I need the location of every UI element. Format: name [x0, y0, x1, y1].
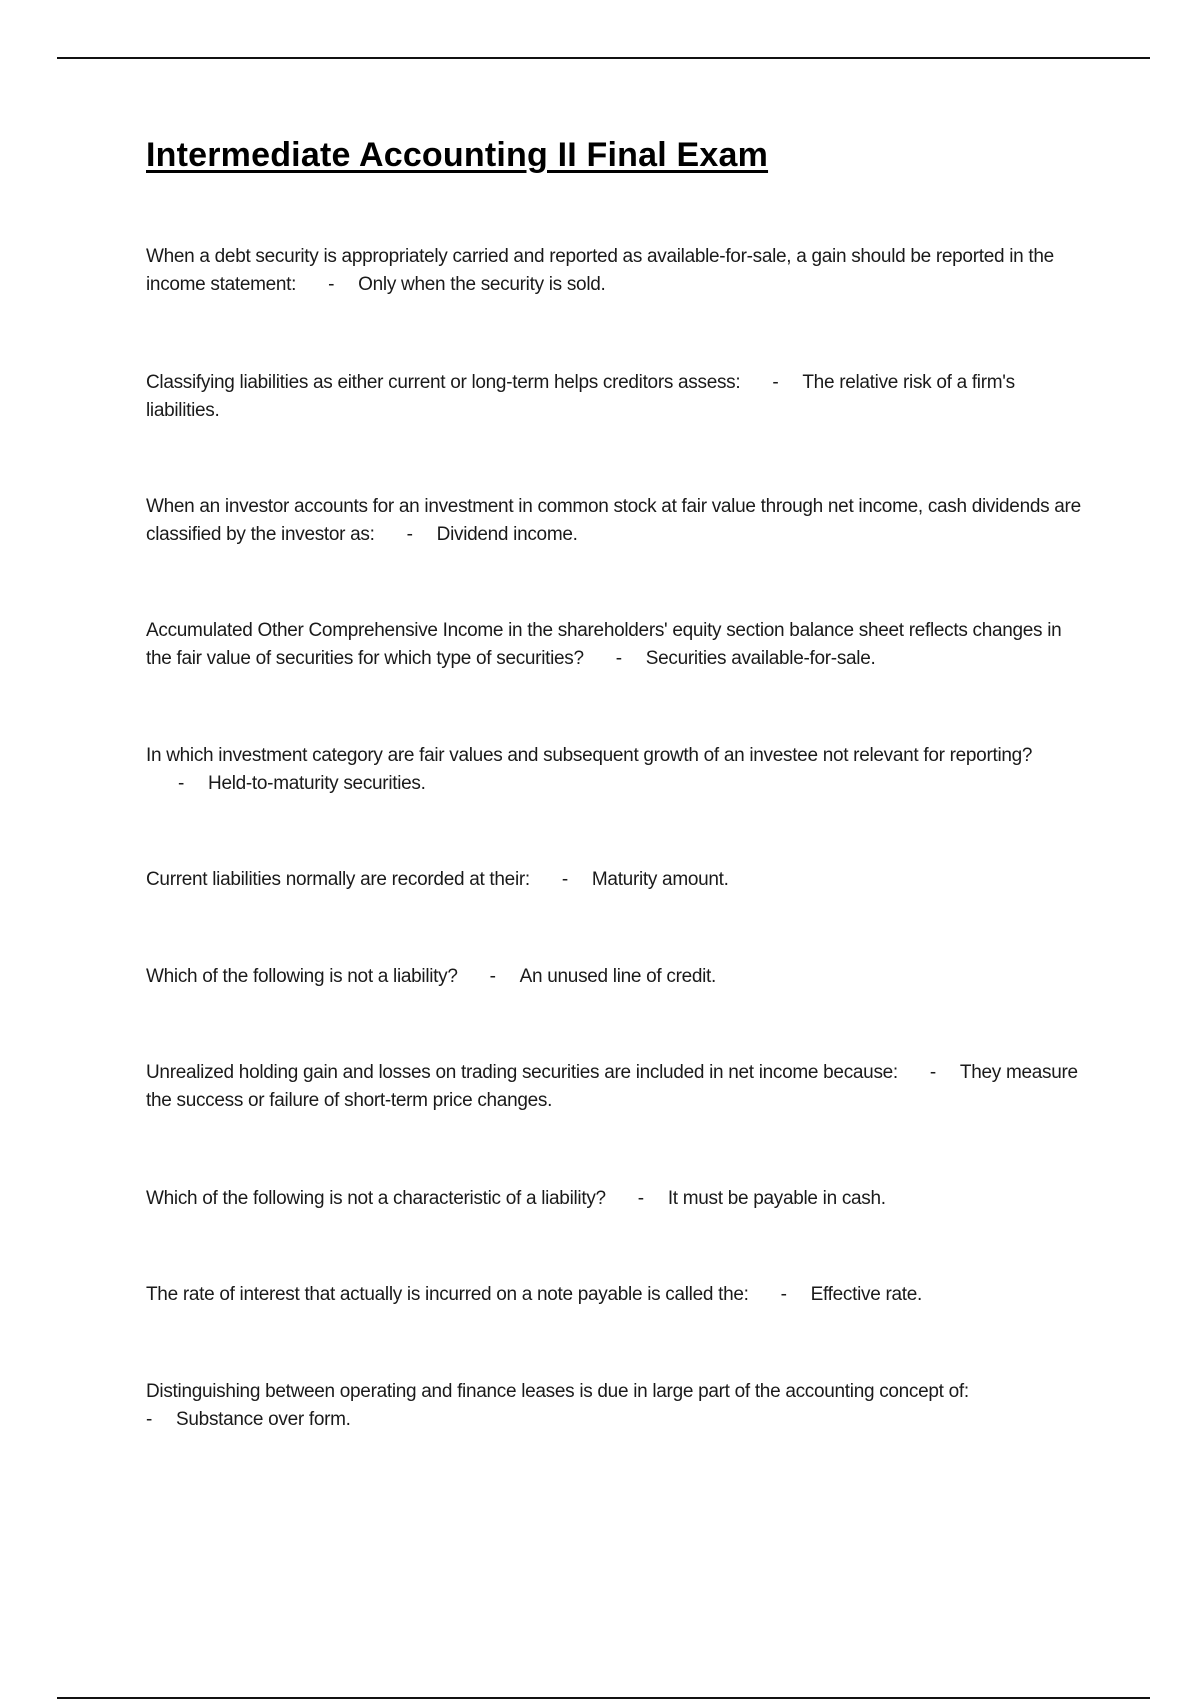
page-title: Intermediate Accounting II Final Exam — [146, 136, 769, 174]
answer: It must be payable in cash. — [667, 1188, 886, 1209]
question: Distinguishing between operating and finance leases is due in large part of the accounting concept of: — [146, 1381, 969, 1402]
answer: They measure the success or failure of short-term price changes. — [146, 1062, 1078, 1111]
question: Classifying liabilities as either current or long-term helps creditors assess: — [146, 372, 741, 393]
question: The rate of interest that actually is incurred on a note payable is called the: — [146, 1284, 749, 1305]
separator: - — [615, 648, 622, 669]
question: When a debt security is appropriately carried and reported as available-for-sale, a gain should be reported in the income statement: — [146, 246, 1054, 295]
answer: Only when the security is sold. — [358, 274, 606, 295]
question: Which of the following is not a liability? — [146, 966, 458, 987]
question: When an investor accounts for an investment in common stock at fair value through net income, cash dividends are classified by the investor as: — [146, 496, 1081, 545]
answer: Maturity amount. — [591, 869, 729, 890]
separator: - — [561, 869, 568, 890]
qa-item — [146, 963, 1086, 991]
header-rule — [57, 57, 1150, 59]
question: Current liabilities normally are recorded at their: — [146, 869, 530, 890]
answer: The relative risk of a firm's liabilities. — [146, 372, 1015, 421]
answer: Substance over form. — [176, 1409, 351, 1430]
qa-item — [146, 742, 1086, 798]
question: Which of the following is not a characteristic of a liability? — [146, 1188, 606, 1209]
separator: - — [406, 524, 413, 545]
qa-item — [146, 369, 1086, 425]
qa-item — [146, 1281, 1086, 1309]
qa-item — [146, 617, 1086, 673]
answer: Effective rate. — [810, 1284, 922, 1305]
answer: An unused line of credit. — [519, 966, 717, 987]
answer: Dividend income. — [436, 524, 578, 545]
question: Accumulated Other Comprehensive Income in the shareholders' equity section balance sheet reflects changes in the fair value of securities for which type of securities? — [146, 620, 1062, 669]
qa-item — [146, 243, 1086, 299]
separator: - — [772, 372, 779, 393]
footer-rule — [57, 1697, 1150, 1699]
answer: Held-to-maturity securities. — [208, 773, 426, 794]
separator: - — [146, 1409, 153, 1430]
separator: - — [489, 966, 496, 987]
qa-item — [146, 1059, 1086, 1115]
question: In which investment category are fair values and subsequent growth of an investee not relevant for reporting? — [146, 745, 1033, 766]
qa-item — [146, 1185, 1086, 1213]
separator: - — [780, 1284, 787, 1305]
qa-item — [146, 1378, 1086, 1434]
qa-item — [146, 866, 1086, 894]
answer: Securities available-for-sale. — [645, 648, 876, 669]
question: Unrealized holding gain and losses on trading securities are included in net income because: — [146, 1062, 898, 1083]
separator: - — [929, 1062, 936, 1083]
separator: - — [637, 1188, 644, 1209]
qa-item — [146, 493, 1086, 549]
separator: - — [328, 274, 335, 295]
separator: - — [178, 773, 185, 794]
